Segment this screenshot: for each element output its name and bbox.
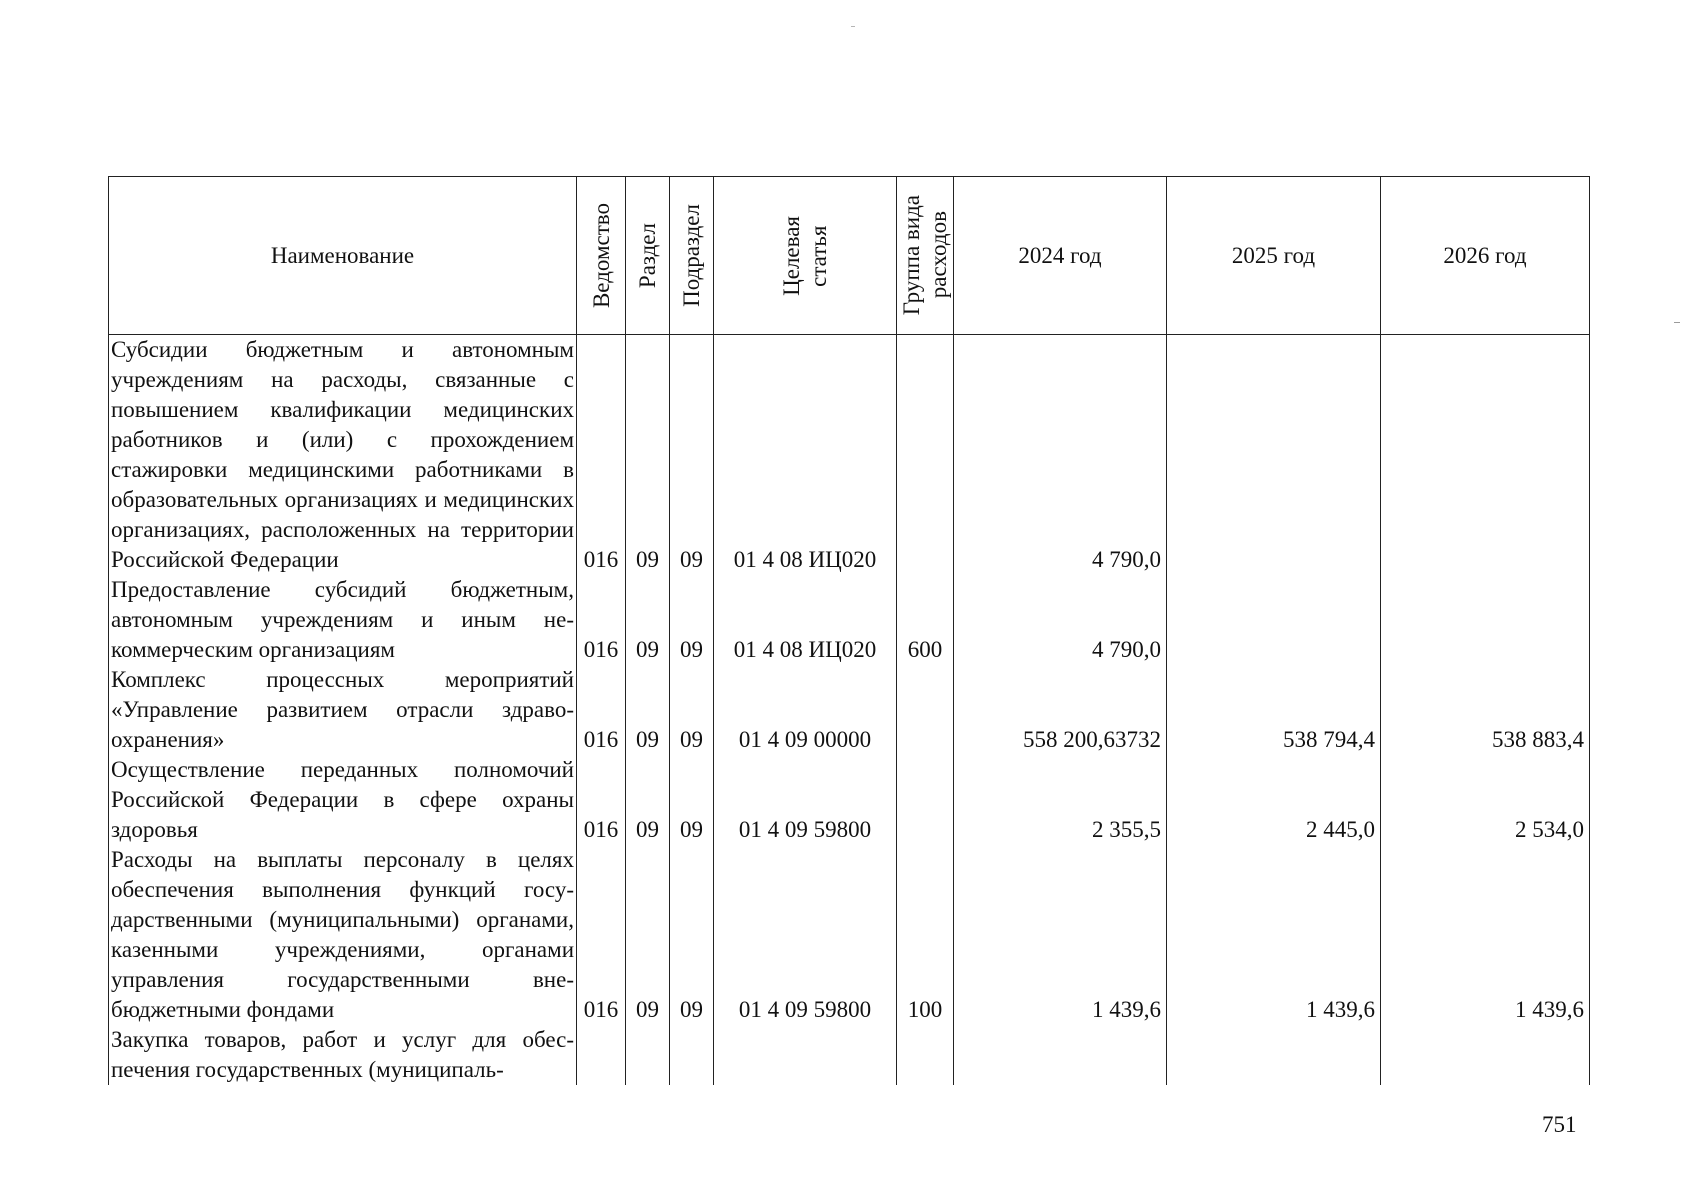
row-podrazdel: 09 [670, 845, 714, 1025]
row-vedomstvo: 016 [577, 575, 626, 665]
row-amount-2025: 2 445,0 [1167, 755, 1381, 845]
row-vedomstvo [577, 1025, 626, 1085]
header-target-article: Целевая статья [714, 177, 897, 335]
row-vedomstvo: 016 [577, 845, 626, 1025]
row-razdel: 09 [626, 575, 670, 665]
row-target-article: 01 4 08 ИЦ020 [714, 335, 897, 576]
row-amount-2025 [1167, 1025, 1381, 1085]
row-name: Комплекс процессных мероприятий «Управление развитием отрасли здравоохранения» [109, 665, 577, 755]
row-amount-2026 [1381, 335, 1590, 576]
row-podrazdel: 09 [670, 575, 714, 665]
header-2024: 2024 год [954, 177, 1167, 335]
table-row [109, 665, 1590, 755]
row-target-article: 01 4 09 00000 [714, 665, 897, 755]
row-razdel [626, 1025, 670, 1085]
row-target-article [714, 1025, 897, 1085]
row-expense-group [897, 1025, 954, 1085]
row-amount-2024 [954, 1025, 1167, 1085]
budget-table [108, 176, 1590, 1085]
row-target-article: 01 4 09 59800 [714, 755, 897, 845]
row-amount-2024: 4 790,0 [954, 335, 1167, 576]
row-expense-group [897, 665, 954, 755]
header-podrazdel: Подраздел [670, 177, 714, 335]
row-amount-2024: 558 200,63732 [954, 665, 1167, 755]
row-amount-2026: 2 534,0 [1381, 755, 1590, 845]
header-name: Наименование [109, 177, 577, 335]
row-name: Предоставление субсидий бюджетным, автономным учреждениям и иным некоммерческим организациям [109, 575, 577, 665]
row-vedomstvo: 016 [577, 335, 626, 576]
row-podrazdel: 09 [670, 755, 714, 845]
row-expense-group: 100 [897, 845, 954, 1025]
row-razdel: 09 [626, 845, 670, 1025]
table-row [109, 575, 1590, 665]
row-razdel: 09 [626, 665, 670, 755]
row-target-article: 01 4 09 59800 [714, 845, 897, 1025]
row-podrazdel [670, 1025, 714, 1085]
row-vedomstvo: 016 [577, 665, 626, 755]
row-razdel: 09 [626, 335, 670, 576]
row-name: Закупка товаров, работ и услуг для обеспечения государственных (муниципаль- [109, 1025, 577, 1085]
row-amount-2025: 1 439,6 [1167, 845, 1381, 1025]
page-number: 751 [1542, 1112, 1577, 1137]
header-2025: 2025 год [1167, 177, 1381, 335]
row-expense-group: 600 [897, 575, 954, 665]
row-amount-2025: 538 794,4 [1167, 665, 1381, 755]
row-podrazdel: 09 [670, 665, 714, 755]
row-name: Осуществление переданных полномочий Российской Федерации в сфере охраны здоровья [109, 755, 577, 845]
row-amount-2025 [1167, 335, 1381, 576]
row-amount-2026 [1381, 575, 1590, 665]
table-row [109, 335, 1590, 576]
header-razdel: Раздел [626, 177, 670, 335]
header-expense-group: Группа вида расходов [897, 177, 954, 335]
row-amount-2026: 538 883,4 [1381, 665, 1590, 755]
row-expense-group [897, 335, 954, 576]
row-name: Расходы на выплаты персоналу в целях обеспечения выполнения функций государственными (муниципальными) органами, казенными учреждениями, органами управления государственными внебюджетными фондами [109, 845, 577, 1025]
row-name: Субсидии бюджетным и автономным учреждениям на расходы, связанные с повышением квалификации медицинских работников и (или) с прохождением стажировки медицинскими работниками в образовательных организациях и медицинских организациях, расположенных на территории Российской Федерации [109, 335, 577, 576]
table-row [109, 1025, 1590, 1085]
row-podrazdel: 09 [670, 335, 714, 576]
row-expense-group [897, 755, 954, 845]
row-amount-2024: 2 355,5 [954, 755, 1167, 845]
row-razdel: 09 [626, 755, 670, 845]
table-row [109, 845, 1590, 1025]
header-vedomstvo: Ведомство [577, 177, 626, 335]
row-vedomstvo: 016 [577, 755, 626, 845]
row-target-article: 01 4 08 ИЦ020 [714, 575, 897, 665]
scan-edge-mark [1674, 322, 1680, 323]
table-header-row [109, 177, 1590, 335]
row-amount-2024: 4 790,0 [954, 575, 1167, 665]
header-2026: 2026 год [1381, 177, 1590, 335]
row-amount-2025 [1167, 575, 1381, 665]
row-amount-2026: 1 439,6 [1381, 845, 1590, 1025]
row-amount-2024: 1 439,6 [954, 845, 1167, 1025]
scan-tick-mark [851, 26, 855, 27]
table-row [109, 755, 1590, 845]
row-amount-2026 [1381, 1025, 1590, 1085]
